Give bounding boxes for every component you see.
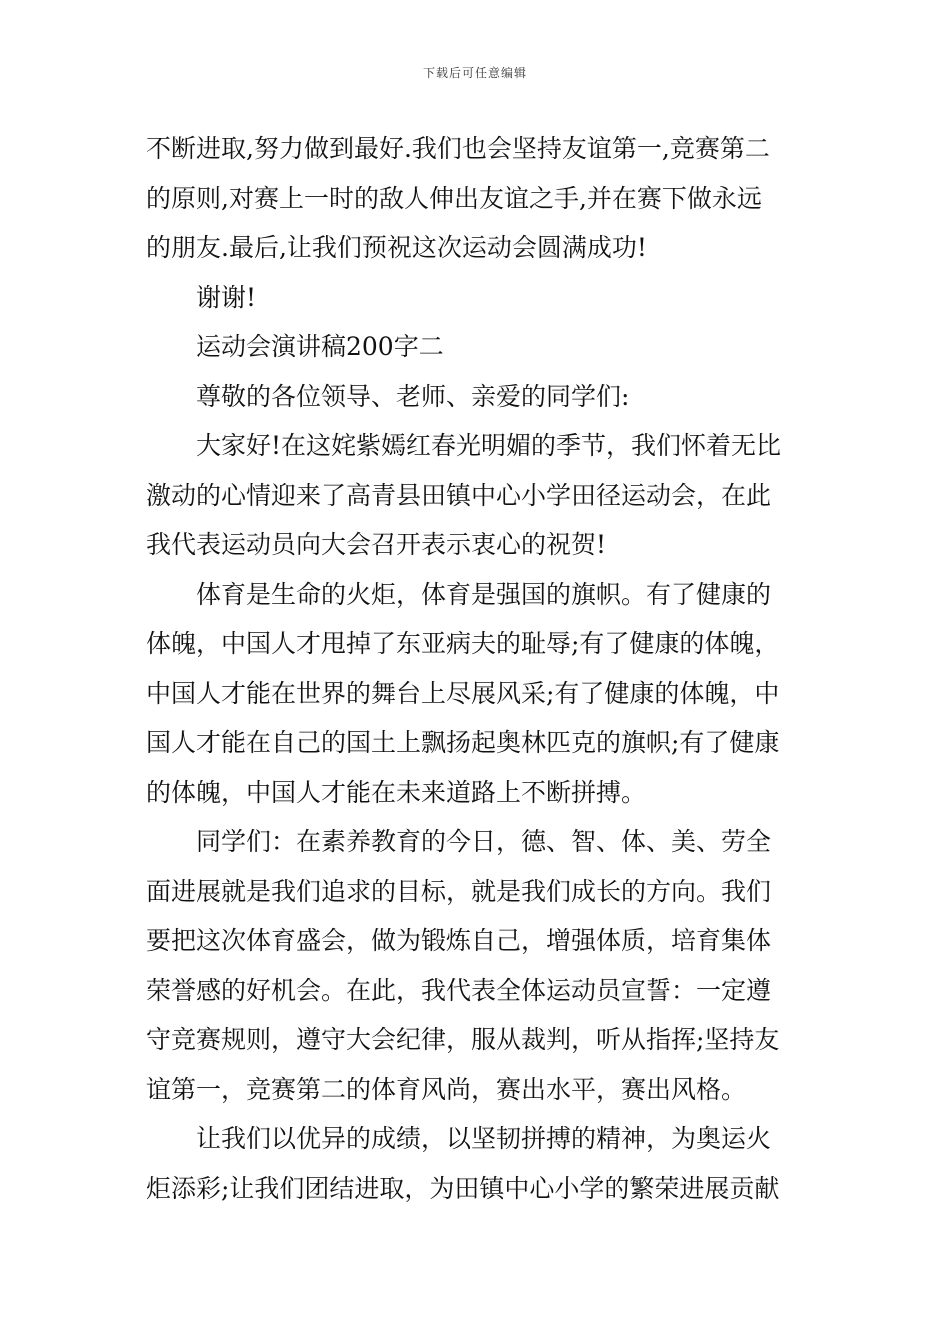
text-line: 炬添彩;让我们团结进取，为田镇中心小学的繁荣进展贡献 [146, 1173, 780, 1203]
paragraph-students [146, 817, 808, 1114]
text-line: 谊第一，竞赛第二的体育风尚，赛出水平，赛出风格。 [146, 1074, 747, 1104]
text-line: 体魄，中国人才甩掉了东亚病夫的耻辱;有了健康的体魄， [146, 629, 780, 658]
page-header-note: 下载后可任意编辑 [422, 66, 527, 80]
paragraph-thanks [146, 273, 808, 323]
text-line: 荣誉感的好机会。在此，我代表全体运动员宣誓：一定遵 [146, 975, 772, 1005]
paragraph-sports [146, 570, 808, 818]
paragraph-closing [146, 124, 808, 273]
text-line: 的朋友.最后,让我们预祝这次运动会圆满成功! [146, 233, 647, 262]
text-line: 大家好!在这姹紫嫣红春光明媚的季节，我们怀着无比 [196, 431, 782, 460]
text-line: 体育是生命的火炬，体育是强国的旗帜。有了健康的 [196, 579, 772, 609]
text-line: 尊敬的各位领导、老师、亲爱的同学们: [196, 381, 630, 411]
text-line: 国人才能在自己的国土上飘扬起奥林匹克的旗帜;有了健康 [146, 728, 780, 757]
text-line: 激动的心情迎来了高青县田镇中心小学田径运动会，在此 [146, 480, 772, 510]
paragraph-greeting [146, 421, 808, 570]
text-line: 运动会演讲稿200字二 [196, 332, 444, 361]
document-body [146, 124, 808, 1213]
text-line: 的体魄，中国人才能在未来道路上不断拼搏。 [146, 777, 647, 807]
text-line: 同学们：在素养教育的今日，德、智、体、美、劳全 [196, 827, 772, 856]
paragraph-olympic [146, 1114, 808, 1213]
text-line: 中国人才能在世界的舞台上尽展风采;有了健康的体魄，中 [146, 678, 780, 708]
paragraph-salutation [146, 372, 808, 422]
text-line: 我代表运动员向大会召开表示衷心的祝贺! [146, 530, 607, 559]
section-title [146, 322, 808, 372]
text-line: 的原则,对赛上一时的敌人伸出友谊之手,并在赛下做永远 [146, 183, 762, 213]
text-line: 让我们以优异的成绩，以坚韧拼搏的精神，为奥运火 [196, 1124, 772, 1153]
text-line: 不断进取,努力做到最好.我们也会坚持友谊第一,竞赛第二 [146, 134, 770, 163]
text-line: 守竞赛规则，遵守大会纪律，服从裁判，听从指挥;坚持友 [146, 1025, 780, 1054]
text-line: 要把这次体育盛会，做为锻炼自己，增强体质，培育集体 [146, 926, 772, 955]
text-line: 谢谢! [196, 282, 257, 312]
text-line: 面进展就是我们追求的目标，就是我们成长的方向。我们 [146, 876, 772, 906]
